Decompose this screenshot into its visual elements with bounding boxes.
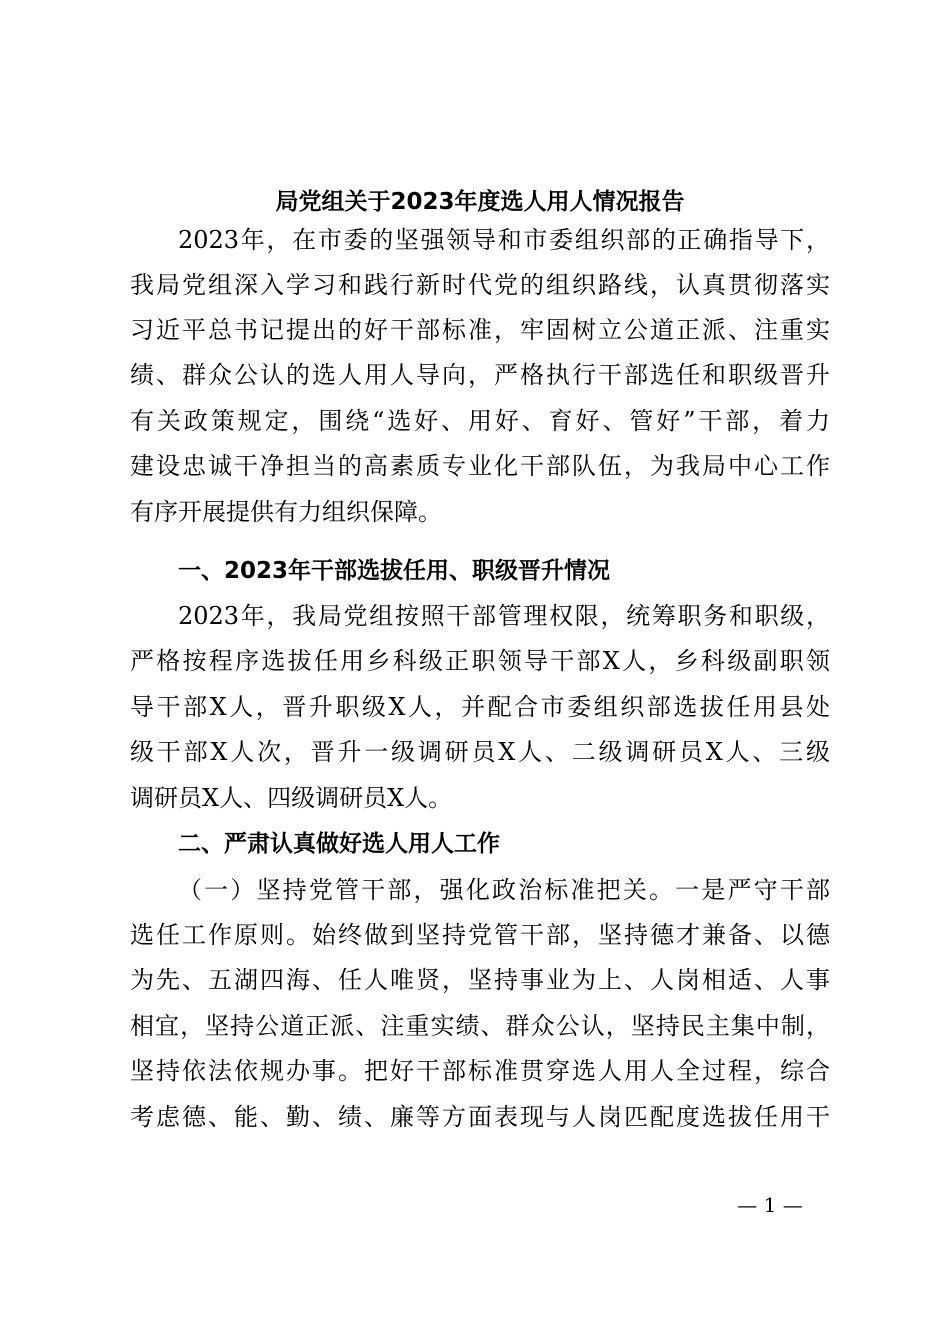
section-2-line-6: 考虑德、能、勤、绩、廉等方面表现与人岗匹配度选拔任用干: [130, 1103, 830, 1131]
section-1-heading: 一、2023年干部选拔任用、职级晋升情况: [178, 558, 611, 584]
section-1-line-4: 级干部X人次，晋升一级调研员X人、二级调研员X人、三级: [130, 738, 830, 766]
section-2-heading: 二、严肃认真做好选人用人工作: [178, 831, 500, 857]
document-title: 局党组关于2023年度选人用人情况报告: [275, 189, 685, 215]
section-1-line-5: 调研员X人、四级调研员X人。: [130, 784, 453, 812]
section-1-line-2: 严格按程序选拔任用乡科级正职领导干部X人，乡科级副职领: [130, 647, 830, 675]
section-2-line-5: 坚持依法依规办事。把好干部标准贯穿选人用人全过程，综合: [130, 1057, 830, 1085]
section-1-line-3: 导干部X人，晋升职级X人，并配合市委组织部选拔任用县处: [130, 693, 830, 721]
intro-line-5: 有关政策规定，围绕“选好、用好、育好、管好”干部，着力: [130, 407, 830, 435]
intro-line-4: 绩、群众公认的选人用人导向，严格执行干部选任和职级晋升: [130, 361, 830, 389]
intro-line-3: 习近平总书记提出的好干部标准，牢固树立公道正派、注重实: [130, 316, 830, 344]
section-2-line-1: （一）坚持党管干部，强化政治标准把关。一是严守干部: [178, 876, 830, 904]
section-2-line-4: 相宜，坚持公道正派、注重实绩、群众公认，坚持民主集中制，: [130, 1012, 830, 1040]
intro-line-2: 我局党组深入学习和践行新时代党的组织路线，认真贯彻落实: [130, 271, 830, 299]
section-1-line-1: 2023年，我局党组按照干部管理权限，统筹职务和职级，: [178, 602, 830, 630]
intro-line-6: 建设忠诚干净担当的高素质专业化干部队伍，为我局中心工作: [130, 452, 830, 480]
intro-line-1: 2023年，在市委的坚强领导和市委组织部的正确指导下，: [178, 226, 830, 254]
section-2-line-3: 为先、五湖四海、任人唯贤，坚持事业为上、人岗相适、人事: [130, 966, 830, 994]
section-2-line-2: 选任工作原则。始终做到坚持党管干部，坚持德才兼备、以德: [130, 921, 830, 949]
page-number: — 1 —: [737, 1193, 803, 1217]
intro-line-7: 有序开展提供有力组织保障。: [130, 498, 442, 526]
